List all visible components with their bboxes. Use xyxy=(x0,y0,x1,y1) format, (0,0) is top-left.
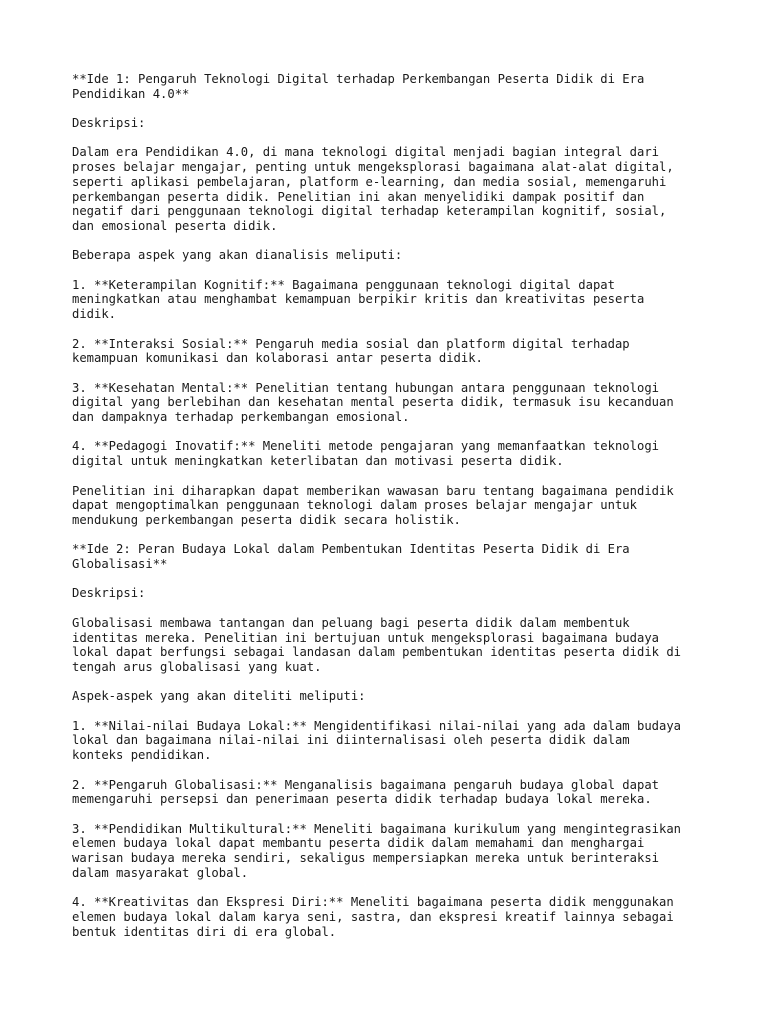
idea-1-conclusion: Penelitian ini diharapkan dapat memberikan wawasan baru tentang bagaimana pendidik dapat mengoptimalkan penggunaan teknologi dalam proses belajar mengajar untuk mendukung perkembangan peserta didik secara holistik. xyxy=(72,483,674,527)
idea-1-description: Dalam era Pendidikan 4.0, di mana teknologi digital menjadi bagian integral dari proses belajar mengajar, penting untuk mengeksplorasi bagaimana alat-alat digital, seperti aplikasi pembelajaran, platform e-learning, dan media sosial, memengaruhi perkembangan peserta didik. Penelitian ini akan menyelidiki dampak positif dan negatif dari penggunaan teknologi digital terhadap keterampilan kognitif, sosial, dan emosional peserta didik. xyxy=(72,145,674,233)
idea-2-description-label: Deskripsi: xyxy=(72,586,146,601)
idea-1-aspect-3: 3. **Kesehatan Mental:** Penelitian tentang hubungan antara penggunaan teknologi digital yang berlebihan dan kesehatan mental peserta didik, termasuk isu kecanduan dan dampaknya terhadap perkembangan emosional. xyxy=(72,380,674,425)
idea-1-aspect-4: 4. **Pedagogi Inovatif:** Meneliti metode pengajaran yang memanfaatkan teknologi digital untuk meningkatkan keterlibatan dan motivasi peserta didik. xyxy=(72,439,659,469)
idea-2-aspect-1: 1. **Nilai-nilai Budaya Lokal:** Mengidentifikasi nilai-nilai yang ada dalam budaya lokal dan bagaimana nilai-nilai ini diinternalisasi oleh peserta didik dalam konteks pendidikan. xyxy=(72,718,682,763)
idea-2-aspect-3: 3. **Pendidikan Multikultural:** Meneliti bagaimana kurikulum yang mengintegrasikan elemen budaya lokal dapat membantu peserta didik dalam memahami dan menghargai warisan budaya mereka sendiri, sekaligus mempersiapkan mereka untuk berinteraksi dalam masyarakat global. xyxy=(72,821,682,880)
idea-2-heading: **Ide 2: Peran Budaya Lokal dalam Pembentukan Identitas Peserta Didik di Era Globalisasi** xyxy=(72,542,630,572)
idea-1-heading: **Ide 1: Pengaruh Teknologi Digital terhadap Perkembangan Peserta Didik di Era Pendidikan 4.0** xyxy=(72,72,645,101)
idea-1-aspect-2: 2. **Interaksi Sosial:** Pengaruh media sosial dan platform digital terhadap kemampuan komunikasi dan kolaborasi antar peserta didik. xyxy=(72,336,630,366)
idea-2-aspect-4: 4. **Kreativitas dan Ekspresi Diri:** Meneliti bagaimana peserta didik menggunakan elemen budaya lokal dalam karya seni, sastra, dan ekspresi kreatif lainnya sebagai bentuk identitas diri di era global. xyxy=(72,895,674,939)
idea-2-aspect-2: 2. **Pengaruh Globalisasi:** Menganalisis bagaimana pengaruh budaya global dapat memengaruhi persepsi dan penerimaan peserta didik terhadap budaya lokal mereka. xyxy=(72,777,659,807)
idea-1-aspect-1: 1. **Keterampilan Kognitif:** Bagaimana penggunaan teknologi digital dapat meningkatkan atau menghambat kemampuan berpikir kritis dan kreativitas peserta didik. xyxy=(72,277,645,322)
document-page xyxy=(72,72,712,954)
idea-2-description: Globalisasi membawa tantangan dan peluang bagi peserta didik dalam membentuk identitas mereka. Penelitian ini bertujuan untuk mengeksplorasi bagaimana budaya lokal dapat berfungsi sebagai landasan dalam pembentukan identitas peserta didik di tengah arus globalisasi yang kuat. xyxy=(72,615,682,674)
idea-1-description-label: Deskripsi: xyxy=(72,116,146,131)
idea-1-aspects-intro: Beberapa aspek yang akan dianalisis meliputi: xyxy=(72,248,403,263)
idea-2-aspects-intro: Aspek-aspek yang akan diteliti meliputi: xyxy=(72,689,366,704)
